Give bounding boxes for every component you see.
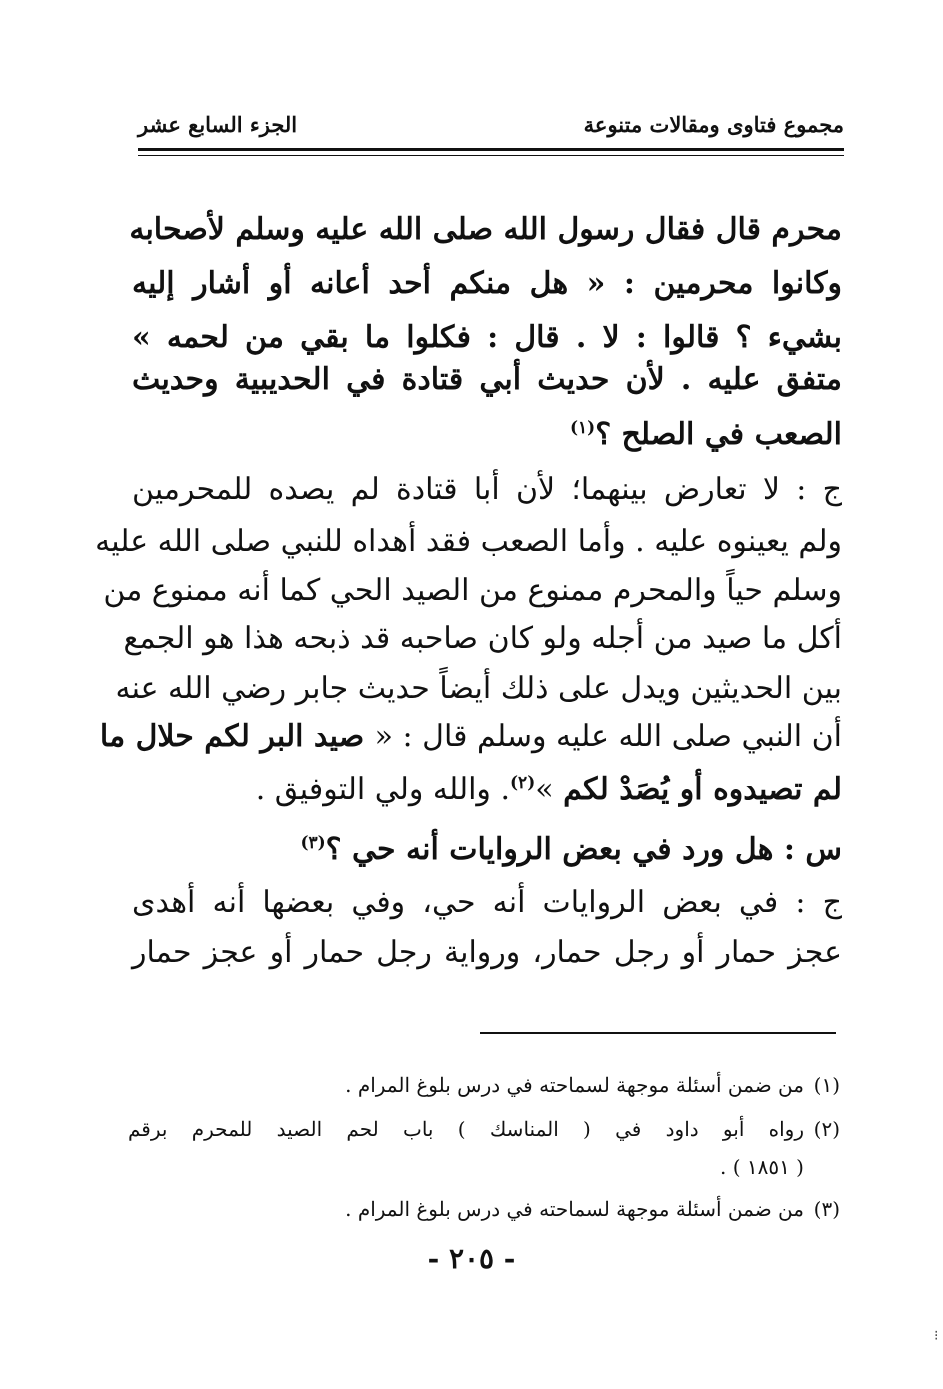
footnote xyxy=(128,1110,840,1148)
volume-label: الجزء السابع عشر xyxy=(138,112,298,137)
page-number: - ٢٠٥ - xyxy=(427,1242,516,1275)
text-line: عجز حمار أو رجل حمار، ورواية رجل حمار أو عجز حمار xyxy=(132,935,842,970)
footnote xyxy=(128,1190,840,1228)
text-segment: » xyxy=(535,772,564,807)
text-line: أكل ما صيد من أجله ولو كان صاحبه قد ذبحه هذا هو الجمع xyxy=(123,621,842,656)
book-title: مجموع فتاوى ومقالات متنوعة xyxy=(583,112,844,137)
footnote-number: (٣) xyxy=(813,1197,840,1221)
scan-mark: ⁝ xyxy=(934,1328,939,1344)
footnote-number: (٢) xyxy=(813,1117,840,1141)
footnote-number: (١) xyxy=(813,1073,840,1097)
text-line: محرم قال فقال رسول الله صلى الله عليه وسلم لأصحابه xyxy=(129,212,842,247)
text-line: ولم يعينوه عليه . وأما الصعب فقد أهداه للنبي صلى الله عليه xyxy=(95,524,842,559)
footnote-ref: (٣) xyxy=(300,833,326,853)
footnote-text: ( ١٨٥١ ) . xyxy=(719,1155,804,1179)
text-line xyxy=(132,756,842,810)
footnote-ref: (١) xyxy=(569,418,596,438)
footnote-text: من ضمن أسئلة موجهة لسماحته في درس بلوغ المرام . xyxy=(345,1073,804,1097)
footnote xyxy=(128,1066,840,1104)
running-header xyxy=(138,112,844,144)
question-text: الصعب في الصلح ؟ xyxy=(595,417,842,452)
text-line xyxy=(132,816,842,870)
footnote-text: من ضمن أسئلة موجهة لسماحته في درس بلوغ المرام . xyxy=(345,1197,804,1221)
footnote-divider xyxy=(480,1032,836,1034)
header-divider xyxy=(138,148,844,156)
text-line: وسلم حياً والمحرم ممنوع من الصيد الحي كما أنه ممنوع من xyxy=(103,573,842,608)
footnote-text: رواه أبو داود في ( المناسك ) باب لحم الصيد للمحرم برقم xyxy=(128,1117,804,1141)
text-line: ج : في بعض الروايات أنه حي، وفي بعضها أنه أهدى xyxy=(132,885,842,920)
text-segment: أن النبي صلى الله عليه وسلم قال : « xyxy=(374,719,842,754)
text-line: متفق عليه . لأن حديث أبي قتادة في الحديبية وحديث xyxy=(132,362,842,397)
question-text: س : هل ورد في بعض الروايات أنه حي ؟ xyxy=(325,832,842,867)
text-line: وكانوا محرمين : « هل منكم أحد أعانه أو أشار إليه xyxy=(132,266,842,301)
footnote-ref: (٢) xyxy=(510,773,536,793)
text-line: ج : لا تعارض بينهما؛ لأن أبا قتادة لم يصده للمحرمين xyxy=(132,472,842,507)
text-line: بين الحديثين ويدل على ذلك أيضاً حديث جابر رضي الله عنه xyxy=(115,671,842,706)
footnote-continuation xyxy=(128,1148,840,1186)
text-segment: . والله ولي التوفيق . xyxy=(255,772,510,807)
text-line: بشيء ؟ قالوا : لا . قال : فكلوا ما بقي من لحمه » xyxy=(132,320,842,355)
hadith-quote: صيد البر لكم حلال ما xyxy=(99,719,375,754)
hadith-quote: لم تصيدوه أو يُصَدْ لكم xyxy=(563,772,842,807)
text-line xyxy=(132,401,842,455)
